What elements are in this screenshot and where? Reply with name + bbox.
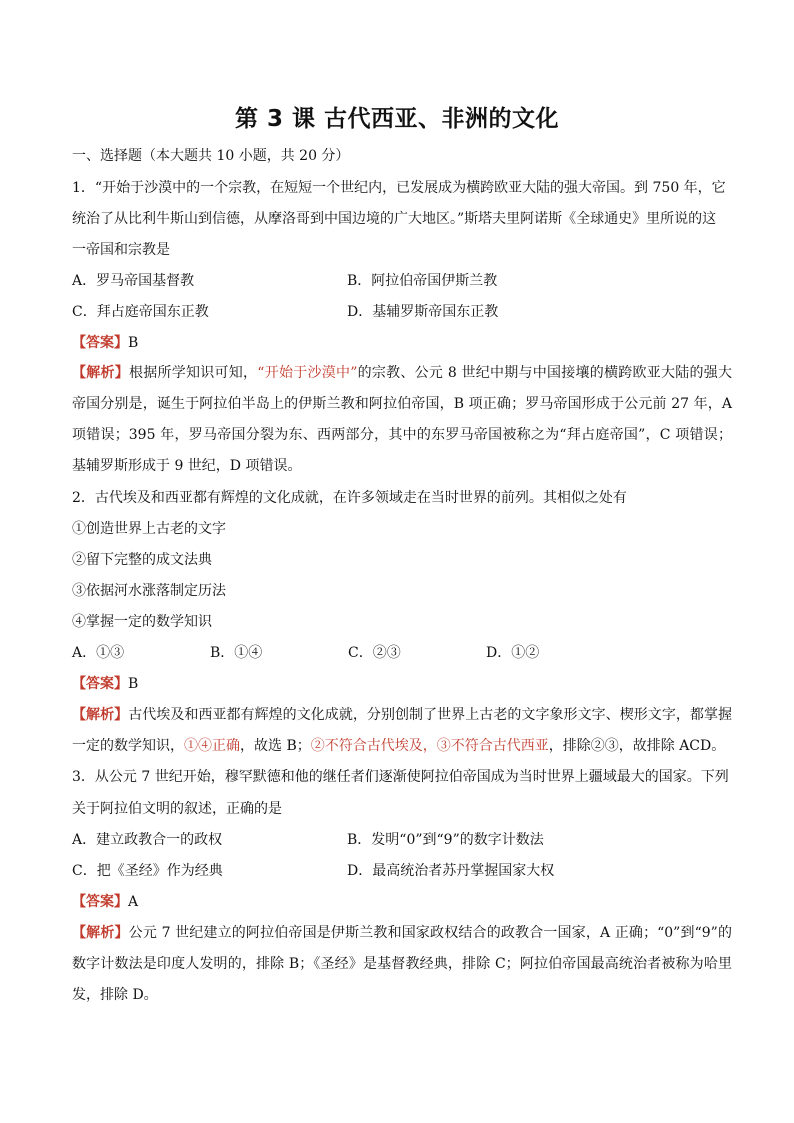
q2-stem: 2．古代埃及和西亚都有辉煌的文化成就，在许多领域走在当时世界的前列。其相似之处有 — [72, 490, 627, 506]
q2-option-a: A．①③ — [72, 645, 125, 661]
q2-analysis — [72, 700, 732, 762]
q2-item-4: ④掌握一定的数学知识 — [72, 614, 212, 630]
analysis-label: 【解析】 — [72, 707, 129, 723]
q1-option-c: C．拜占庭帝国东正教 — [72, 304, 209, 320]
q3-option-d: D．最高统治者苏丹掌握国家大权 — [347, 863, 555, 879]
q3-stem-line-2: 关于阿拉伯文明的叙述，正确的是 — [72, 801, 282, 817]
q2-answer — [72, 674, 138, 694]
q3-analysis — [72, 918, 732, 1011]
q2-option-b: B．①④ — [210, 645, 263, 661]
analysis-label: 【解析】 — [72, 925, 129, 941]
q1-stem-line-2: 统治了从比利牛斯山到信德，从摩洛哥到中国边境的广大地区。”斯塔夫里阿诺斯《全球通史》里所说的这 — [72, 211, 717, 227]
q2-option-c: C．②③ — [348, 645, 401, 661]
q1-option-a: A．罗马帝国基督教 — [72, 273, 195, 289]
q2-item-2: ②留下完整的成文法典 — [72, 552, 212, 568]
analysis-text: ，故选 B； — [240, 738, 311, 754]
q2-item-3: ③依据河水涨落制定历法 — [72, 583, 226, 599]
analysis-text: 公元 7 世纪建立的阿拉伯帝国是伊斯兰教和国家政权结合的政教合一国家，A 正确；“0”到“9”的数字计数法是印度人发明的，排除 B；《圣经》是基督教经典，排除 C；阿拉伯帝国最高统治者被称为哈里发，排除 D。 — [72, 925, 732, 1003]
q1-analysis — [72, 358, 732, 482]
q1-answer — [72, 333, 138, 353]
q2-option-d: D．①② — [486, 645, 540, 661]
analysis-highlight: ①④正确 — [184, 738, 240, 754]
answer-label: 【答案】 — [72, 676, 128, 692]
analysis-text: 根据所学知识可知， — [129, 365, 258, 381]
answer-label: 【答案】 — [72, 894, 128, 910]
answer-value: B — [128, 335, 139, 351]
q2-item-1: ①创造世界上古老的文字 — [72, 521, 226, 537]
analysis-highlight: ②不符合古代埃及，③不符合古代西亚 — [310, 738, 549, 754]
analysis-label: 【解析】 — [72, 365, 130, 381]
section-heading: 一、选择题（本大题共 10 小题，共 20 分） — [72, 148, 350, 164]
lesson-title: 第 3 课 古代西亚、非洲的文化 — [234, 106, 560, 132]
q3-answer — [72, 892, 138, 912]
q3-option-c: C．把《圣经》作为经典 — [72, 863, 223, 879]
q3-stem-line-1: 3．从公元 7 世纪开始，穆罕默德和他的继任者们逐渐使阿拉伯帝国成为当时世界上疆域最大的国家。下列 — [72, 769, 729, 785]
q1-option-d: D．基辅罗斯帝国东正教 — [347, 304, 499, 320]
q1-stem-line-3: 一帝国和宗教是 — [72, 242, 170, 258]
q3-option-a: A．建立政教合一的政权 — [72, 832, 223, 848]
analysis-text: ，排除②③，故排除 ACD。 — [548, 738, 726, 754]
answer-value: A — [128, 894, 139, 910]
q3-option-b: B．发明“0”到“9”的数字计数法 — [347, 832, 544, 848]
analysis-text: 古代埃及和西亚都有辉煌的文化成就，分别创制了世界上古老的文字象形文字、楔形文字，都掌握一定的数学知识， — [72, 707, 733, 754]
answer-label: 【答案】 — [72, 335, 128, 351]
q1-option-b: B．阿拉伯帝国伊斯兰教 — [347, 273, 498, 289]
answer-value: B — [128, 676, 139, 692]
analysis-highlight: “开始于沙漠中” — [257, 365, 358, 381]
analysis-text: 的宗教、公元 8 世纪中期与中国接壤的横跨欧亚大陆的强大帝国分别是，诞生于阿拉伯半岛上的伊斯兰教和阿拉伯帝国，B 项正确；罗马帝国形成于公元前 27 年，A 项错误；395 年，罗马帝国分裂为东、西两部分，其中的东罗马帝国被称之为“拜占庭帝国”，C 项错误；基辅罗斯形成于 9 世纪，D 项错误。 — [72, 365, 733, 474]
q1-stem-line-1: 1．“开始于沙漠中的一个宗教，在短短一个世纪内，已发展成为横跨欧亚大陆的强大帝国。到 750 年，它 — [72, 180, 726, 196]
